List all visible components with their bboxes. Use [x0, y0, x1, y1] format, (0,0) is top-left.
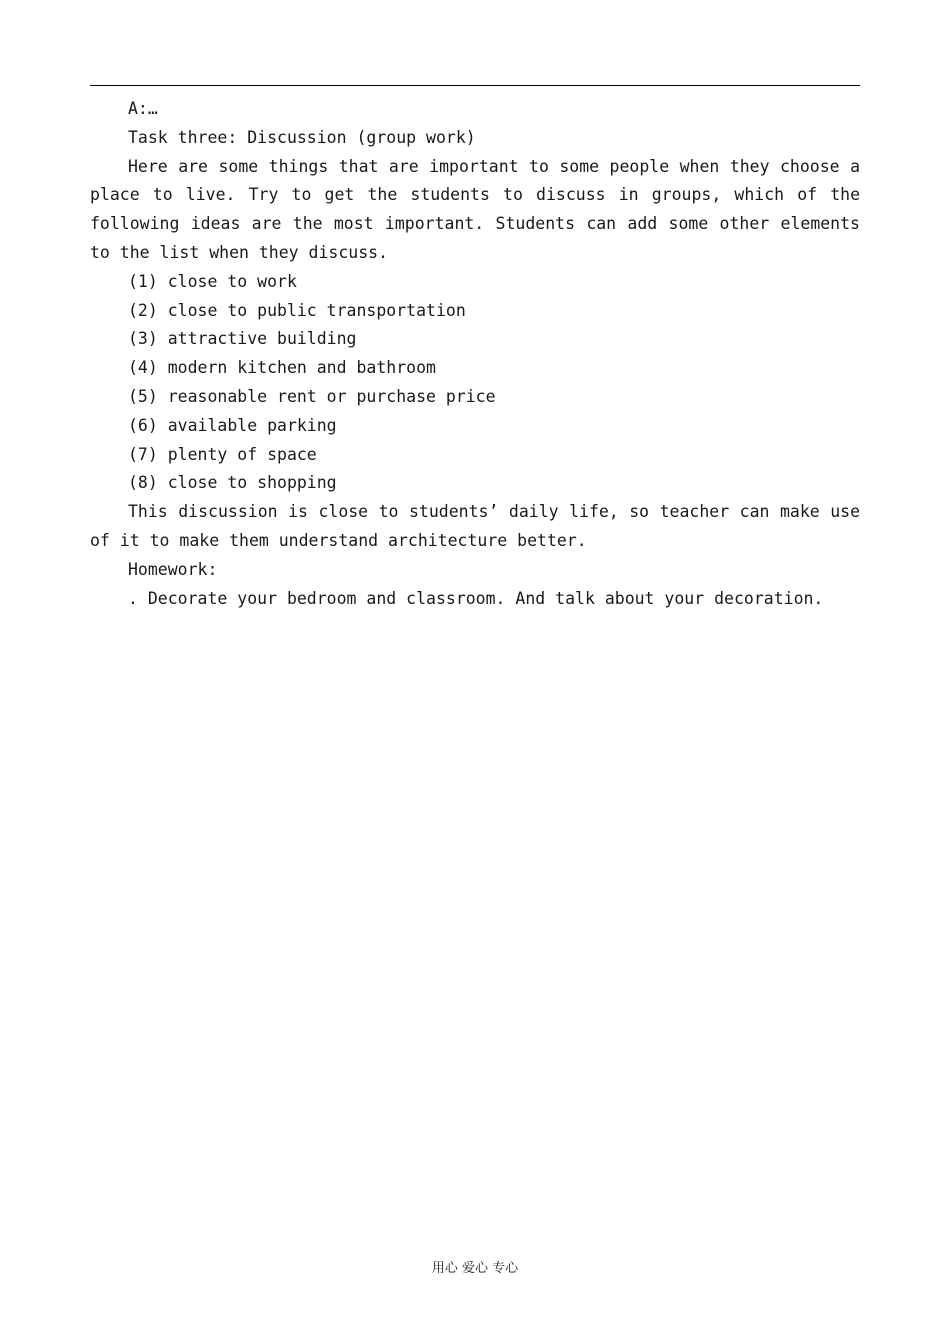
list-item: (7) plenty of space — [128, 444, 317, 464]
homework-heading: Homework: — [128, 559, 218, 579]
list-item: (5) reasonable rent or purchase price — [128, 386, 496, 406]
summary-paragraph: This discussion is close to students’ daily life, so teacher can make use of it to make them understand architecture better. — [90, 502, 860, 550]
ideas-list — [90, 268, 860, 498]
list-item: (4) modern kitchen and bathroom — [128, 358, 436, 378]
document-body — [90, 95, 860, 613]
dialogue-line: A:… — [128, 99, 158, 118]
list-item: (1) close to work — [128, 271, 297, 291]
header-rule — [90, 85, 860, 86]
intro-paragraph: Here are some things that are important to some people when they choose a place to live. Try to get the students to discuss in groups, which of the following ideas are the most important. Students can add some other elements to the list when they discuss. — [90, 156, 860, 262]
list-item: (8) close to shopping — [128, 473, 337, 493]
homework-text: . Decorate your bedroom and classroom. And talk about your decoration. — [128, 588, 824, 608]
list-item: (3) attractive building — [128, 329, 357, 349]
task-heading: Task three: Discussion (group work) — [128, 127, 476, 147]
page-footer: 用心 爱心 专心 — [431, 1261, 519, 1276]
list-item: (2) close to public transportation — [128, 300, 466, 320]
list-item: (6) available parking — [128, 415, 337, 435]
